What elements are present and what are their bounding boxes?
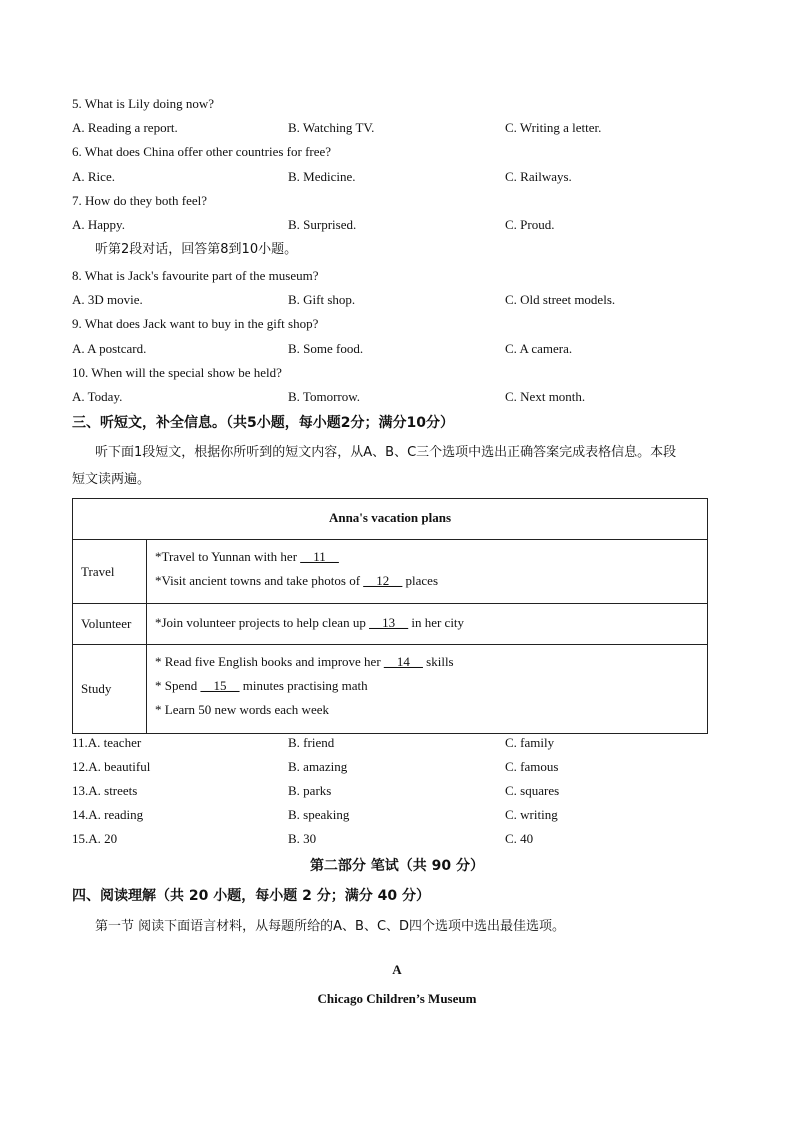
q5-option-b: B. Watching TV. <box>288 120 375 135</box>
blank-11: __11__ <box>300 549 339 564</box>
q7-option-b: B. Surprised. <box>288 217 357 232</box>
study-line-2-text: * Spend <box>155 678 201 693</box>
q7-option-a: A. Happy. <box>72 217 125 232</box>
travel-line-1-text: *Travel to Yunnan with her <box>155 549 301 564</box>
q5-option-a: A. Reading a report. <box>72 120 178 135</box>
question-5: 5. What is Lily doing now? <box>72 96 215 111</box>
q12-option-b: B. amazing <box>288 759 348 774</box>
table-row-volunteer <box>73 604 707 645</box>
section-3-instruction-2: 短文读两遍。 <box>72 472 151 487</box>
q6-option-b: B. Medicine. <box>288 169 356 184</box>
question-7: 7. How do they both feel? <box>72 193 208 208</box>
section-4-instruction: 第一节 阅读下面语言材料，从每题所给的A、B、C、D四个选项中选出最佳选项。 <box>95 919 566 934</box>
study-line-2-end: minutes practising math <box>239 678 368 693</box>
section-4-title: 四、阅读理解（共 20 小题，每小题 2 分；满分 40 分） <box>72 888 430 904</box>
passage-letter: A <box>392 962 402 977</box>
q14-option-c: C. writing <box>505 807 558 822</box>
study-line-1 <box>155 653 454 671</box>
travel-line-2-text: *Visit ancient towns and take photos of <box>155 573 364 588</box>
q13-option-b: B. parks <box>288 783 332 798</box>
q8-option-b: B. Gift shop. <box>288 292 356 307</box>
q10-option-a: A. Today. <box>72 389 123 404</box>
q13-option-a: 13.A. streets <box>72 783 138 798</box>
q10-option-b: B. Tomorrow. <box>288 389 361 404</box>
study-line-1-end: skills <box>422 654 454 669</box>
dialogue-2-instruction: 听第2段对话，回答第8到10小题。 <box>95 242 298 257</box>
blank-14: __14__ <box>383 654 423 669</box>
blank-12: __12__ <box>363 573 403 588</box>
volunteer-line-1 <box>155 614 464 632</box>
passage-title: Chicago Children’s Museum <box>317 991 477 1006</box>
row-label-study: Study <box>73 645 147 733</box>
table-header-row <box>73 499 707 540</box>
vacation-plans-table <box>72 498 708 734</box>
q9-option-a: A. A postcard. <box>72 341 147 356</box>
q12-option-a: 12.A. beautiful <box>72 759 151 774</box>
table-title: Anna's vacation plans <box>328 510 452 525</box>
q9-option-b: B. Some food. <box>288 341 364 356</box>
study-line-1-text: * Read five English books and improve her <box>155 654 384 669</box>
question-6: 6. What does China offer other countries for free? <box>72 144 332 159</box>
study-line-3-text: * Learn 50 new words each week <box>155 702 329 717</box>
q15-option-c: C. 40 <box>505 831 534 846</box>
travel-line-2 <box>155 572 438 590</box>
q11-option-c: C. family <box>505 735 555 750</box>
q14-option-b: B. speaking <box>288 807 350 822</box>
blank-15: __15__ <box>200 678 240 693</box>
travel-line-2-end: places <box>402 573 439 588</box>
q14-option-a: 14.A. reading <box>72 807 144 822</box>
part-2-heading: 第二部分 笔试（共 90 分） <box>309 858 485 874</box>
question-10: 10. When will the special show be held? <box>72 365 282 380</box>
study-line-2 <box>155 677 368 695</box>
q15-option-a: 15.A. 20 <box>72 831 118 846</box>
q9-option-c: C. A camera. <box>505 341 573 356</box>
q6-option-a: A. Rice. <box>72 169 115 184</box>
travel-line-1 <box>155 548 339 566</box>
row-label-travel: Travel <box>73 540 147 603</box>
q5-option-c: C. Writing a letter. <box>505 120 602 135</box>
q8-option-c: C. Old street models. <box>505 292 616 307</box>
q11-option-a: 11.A. teacher <box>72 735 142 750</box>
q15-option-b: B. 30 <box>288 831 317 846</box>
row-label-volunteer: Volunteer <box>73 604 147 644</box>
q7-option-c: C. Proud. <box>505 217 555 232</box>
volunteer-line-1-end: in her city <box>408 615 465 630</box>
question-8: 8. What is Jack's favourite part of the museum? <box>72 268 319 283</box>
q12-option-c: C. famous <box>505 759 559 774</box>
table-row-travel <box>73 540 707 604</box>
q8-option-a: A. 3D movie. <box>72 292 143 307</box>
study-line-3 <box>155 701 329 719</box>
table-row-study <box>73 645 707 733</box>
q10-option-c: C. Next month. <box>505 389 586 404</box>
section-3-instruction-1: 听下面1段短文，根据你所听到的短文内容，从A、B、C三个选项中选出正确答案完成表格信息。本段 <box>95 445 677 460</box>
question-9: 9. What does Jack want to buy in the gift shop? <box>72 316 319 331</box>
section-3-title: 三、听短文，补全信息。（共5小题，每小题2分；满分10分） <box>72 415 454 431</box>
volunteer-line-1-text: *Join volunteer projects to help clean up <box>155 615 370 630</box>
q11-option-b: B. friend <box>288 735 335 750</box>
q6-option-c: C. Railways. <box>505 169 572 184</box>
q13-option-c: C. squares <box>505 783 560 798</box>
blank-13: __13__ <box>369 615 409 630</box>
